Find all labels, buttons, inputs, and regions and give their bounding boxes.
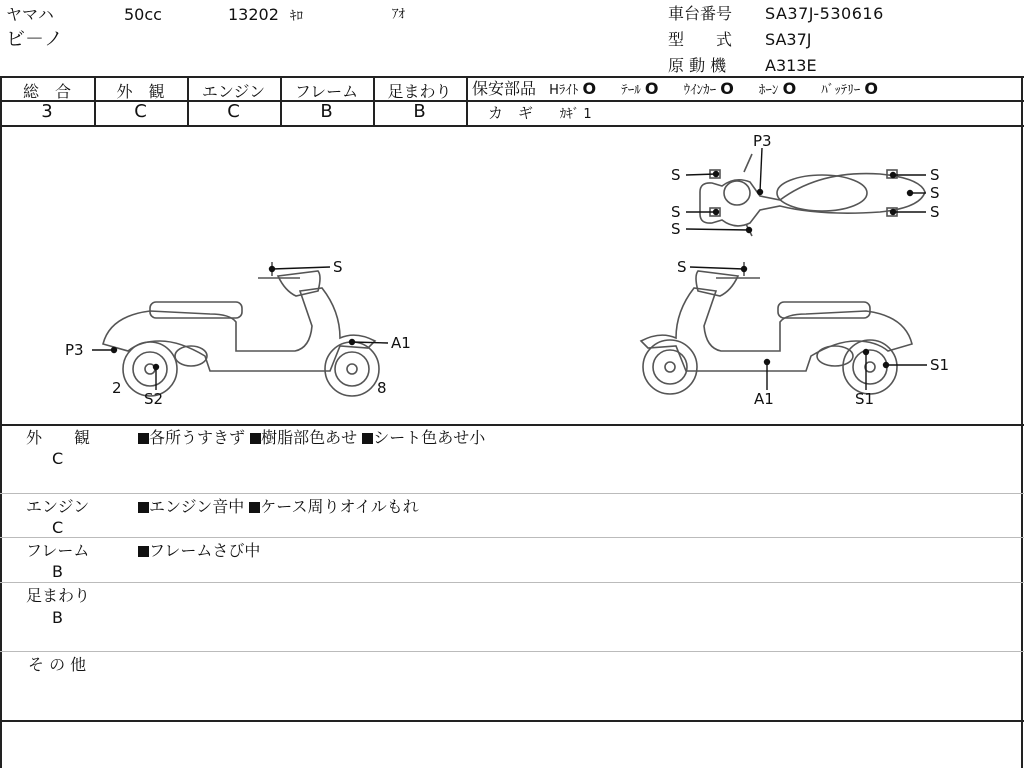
grade-divider-5	[466, 76, 468, 126]
maker-text: ヤマハ	[6, 5, 54, 24]
bullet-icon	[138, 546, 149, 557]
label-top-s-2: S	[671, 203, 681, 221]
remark-item: フレームさび中	[138, 541, 260, 560]
grade-overall-label: 総 合	[22, 82, 71, 101]
scooter-top-view	[700, 154, 925, 236]
key-value: ｶｷﾞ 1	[559, 107, 592, 122]
safety-item-battery: ﾊﾞｯﾃﾘｰ O	[821, 79, 879, 98]
remark-frame-label: フレーム	[26, 541, 90, 560]
label-left-8: 8	[377, 379, 387, 397]
safety-item-headlight: Hﾗｲﾄ O	[549, 79, 597, 98]
grade-engine-value: C	[227, 101, 240, 122]
remark-exterior-items	[138, 428, 485, 448]
remark-exterior-label: 外 観	[26, 428, 91, 447]
divider-header	[0, 76, 1024, 78]
remark-other-label: そ の 他	[28, 655, 87, 674]
label-right-s1: S1	[930, 356, 950, 374]
remark-exterior-grade: C	[52, 449, 64, 468]
scooter-right-view	[641, 262, 912, 394]
label-left-s: S	[333, 258, 343, 276]
remark-frame-items	[138, 541, 260, 561]
bullet-icon	[249, 502, 260, 513]
remark-divider-4	[0, 651, 1024, 652]
bullet-icon	[362, 433, 373, 444]
remark-item: 樹脂部色あせ	[250, 428, 357, 447]
engine-model-label: 原 動 機	[668, 56, 727, 75]
remark-item: エンジン音中	[138, 497, 244, 516]
mileage-text	[228, 5, 303, 27]
grade-exterior-label: 外 観	[116, 82, 165, 101]
scooter-left-view	[103, 262, 379, 396]
annotation-leaders	[92, 148, 927, 390]
remark-suspension-label: 足まわり	[26, 586, 91, 605]
type-value: SA37J	[765, 30, 812, 49]
divider-bottom	[0, 720, 1024, 722]
engine-model-value: A313E	[765, 56, 817, 75]
model-name: ビ－ノ	[6, 28, 64, 50]
label-top-p3: P3	[753, 132, 772, 150]
safety-item-horn: ﾎｰﾝ O	[758, 79, 797, 98]
remark-divider-3	[0, 582, 1024, 583]
label-right-s1-bottom: S1	[855, 390, 875, 408]
label-top-s-5: S	[930, 184, 940, 202]
frame-no-label: 車台番号	[668, 4, 733, 23]
label-left-p3: P3	[65, 341, 84, 359]
safety-parts-row	[472, 79, 878, 101]
remark-frame-grade: B	[52, 562, 63, 581]
label-top-s-3: S	[671, 220, 681, 238]
grade-suspension-label: 足まわり	[387, 82, 452, 101]
safety-item-tail: ﾃｰﾙ O	[621, 79, 659, 98]
grade-exterior-value: C	[134, 101, 147, 122]
label-left-2: 2	[112, 379, 122, 397]
grade-frame-value: B	[320, 101, 333, 122]
label-top-s-1: S	[671, 166, 681, 184]
mileage-value: 13202	[228, 5, 279, 24]
grade-overall-value: 3	[41, 101, 53, 122]
grade-suspension-value: B	[413, 101, 426, 122]
label-right-s: S	[677, 258, 687, 276]
grade-engine-label: エンジン	[201, 82, 266, 101]
damage-diagram	[0, 126, 1024, 424]
bullet-icon	[138, 502, 149, 513]
mileage-unit: ｷﾛ	[290, 9, 303, 24]
type-label: 型 式	[668, 30, 733, 49]
safety-label: 保安部品	[472, 79, 537, 98]
label-top-s-6: S	[930, 203, 940, 221]
remark-item: シート色あせ小	[362, 428, 485, 447]
bullet-icon	[250, 433, 261, 444]
color-text: ｱｵ	[392, 7, 405, 22]
frame-no-value: SA37J-530616	[765, 4, 884, 23]
label-top-s-4: S	[930, 166, 940, 184]
displacement-text: 50cc	[124, 5, 162, 24]
key-row	[488, 103, 592, 125]
key-label: カ ギ	[488, 104, 534, 122]
remark-engine-items	[138, 497, 419, 517]
remark-item: ケース周りオイルもれ	[249, 497, 418, 516]
remark-engine-grade: C	[52, 518, 64, 537]
label-left-a1: A1	[391, 334, 411, 352]
label-right-a1: A1	[754, 390, 774, 408]
label-left-s2: S2	[144, 390, 164, 408]
remark-divider-1	[0, 493, 1024, 494]
remark-engine-label: エンジン	[26, 497, 90, 516]
bullet-icon	[138, 433, 149, 444]
remark-suspension-grade: B	[52, 608, 63, 627]
safety-item-winker: ｳｲﾝｶｰ O	[683, 79, 734, 98]
divider-diagram	[0, 424, 1024, 426]
remark-item: 各所うすきず	[138, 428, 245, 447]
remark-divider-2	[0, 537, 1024, 538]
grade-frame-label: フレーム	[294, 82, 359, 101]
